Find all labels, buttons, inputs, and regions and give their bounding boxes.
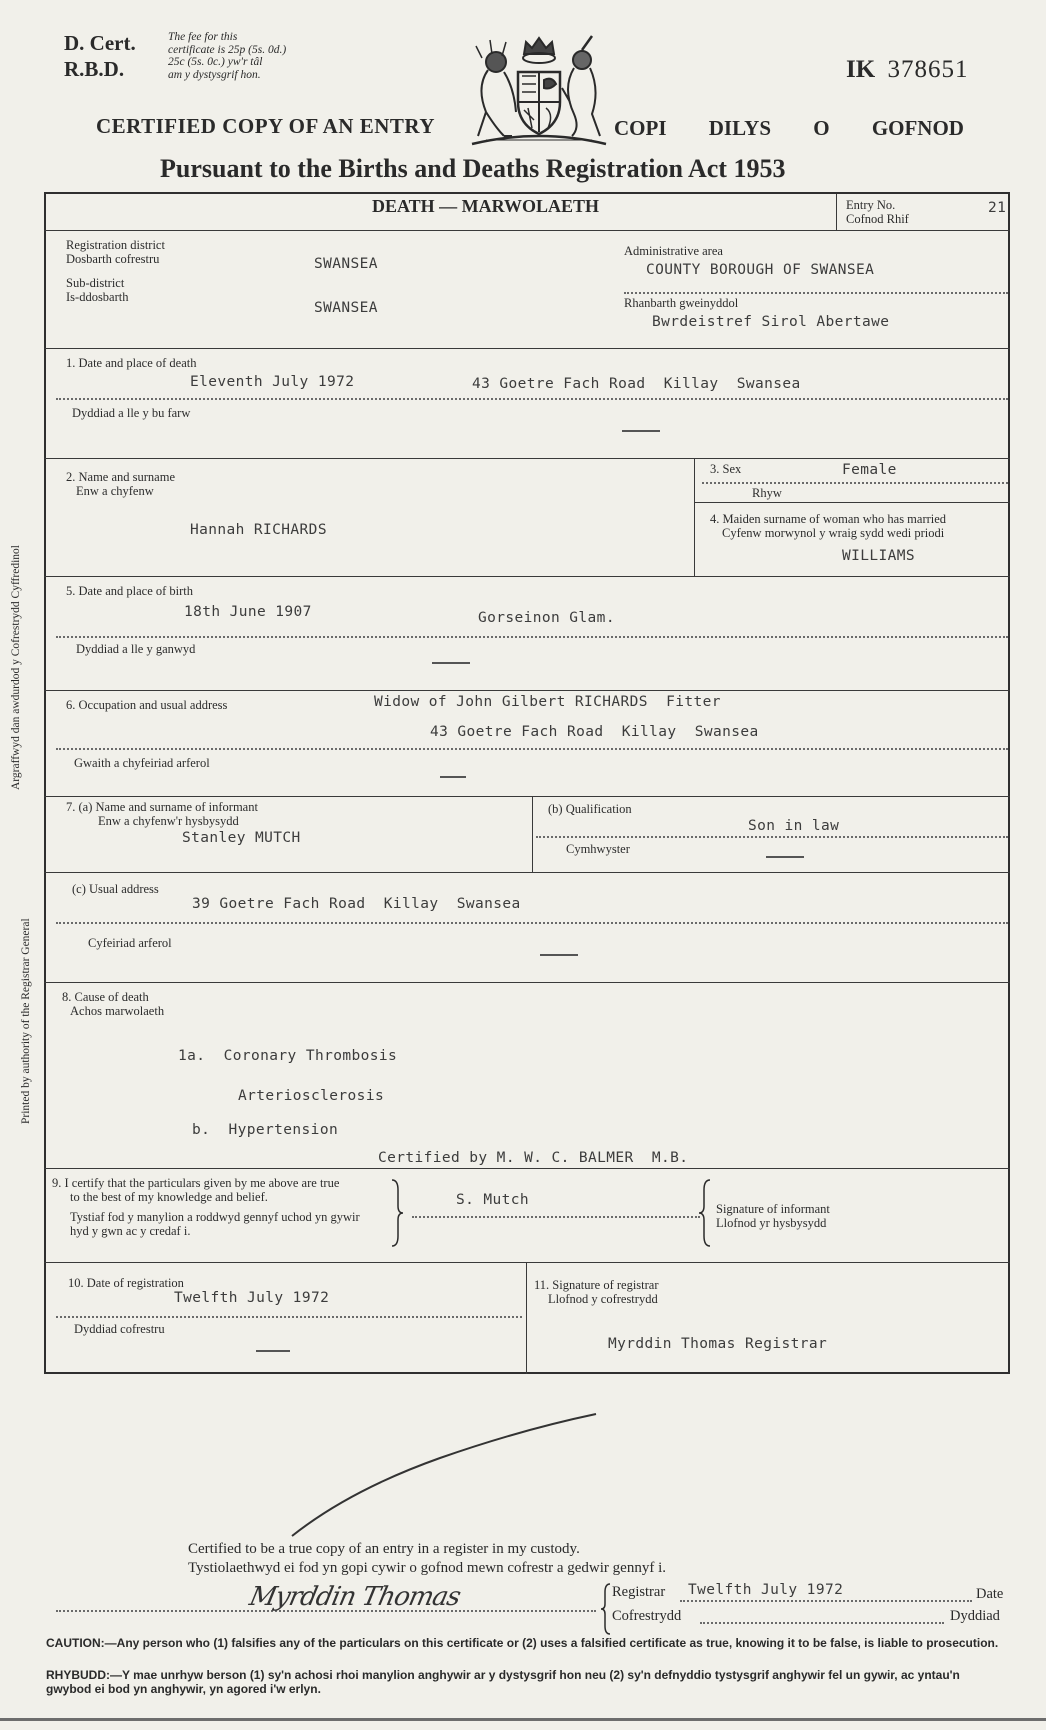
margin-printed-by: Printed by authority of the Registrar General — [20, 918, 32, 1124]
registration-district-value: SWANSEA — [314, 256, 378, 272]
declaration-line: hyd y gwn ac y credaf i. — [70, 1224, 191, 1238]
rule — [44, 1262, 1010, 1263]
informant-address-label: (c) Usual address — [72, 882, 159, 896]
rule — [44, 982, 1010, 983]
page-bottom-edge — [0, 1718, 1046, 1721]
dotted-rule — [536, 836, 1008, 838]
administrative-area-label-cy: Rhanbarth gweinyddol — [624, 296, 739, 310]
label-en: 2. Name and surname — [66, 470, 175, 484]
entry-no-label — [846, 198, 909, 226]
rule — [44, 872, 1010, 873]
rule — [44, 690, 1010, 691]
label-cy: Cyfenw morwynol y wraig sydd wedi priodi — [722, 526, 945, 540]
place-of-death-value: 43 Goetre Fach Road Killay Swansea — [472, 376, 801, 392]
label-en: 7. (a) Name and surname of informant — [66, 800, 258, 814]
label-cy: Is-ddosbarth — [66, 290, 129, 304]
fee-note — [168, 31, 286, 81]
dotted-rule — [56, 748, 1008, 750]
date-place-of-birth-label: 5. Date and place of birth — [66, 584, 194, 598]
date-place-of-birth-label-cy: Dyddiad a lle y ganwyd — [76, 642, 196, 656]
date-label: Date — [976, 1586, 1004, 1602]
qualification-value: Son in law — [748, 818, 840, 834]
sub-district-value: SWANSEA — [314, 300, 378, 316]
registration-district-label — [66, 238, 165, 266]
occupation-address-label-cy: Gwaith a chyfeiriad arferol — [74, 756, 210, 770]
fee-line: am y dystysgrif hon. — [168, 68, 261, 81]
title-english: CERTIFIED COPY OF AN ENTRY — [96, 114, 435, 138]
cause-line-1b: b. Hypertension — [192, 1122, 339, 1138]
rule — [44, 230, 1010, 231]
label-en: 11. Signature of registrar — [534, 1278, 659, 1292]
name-surname-label — [66, 470, 175, 498]
signature-of-informant-label — [716, 1202, 830, 1230]
blank-dash — [432, 662, 470, 664]
declaration-line: Tystiaf fod y manylion a roddwyd gennyf uchod yn gywir — [70, 1210, 360, 1224]
label-cy: Enw a chyfenw — [76, 484, 154, 498]
serial-digits: 378651 — [887, 56, 969, 83]
right-brace-icon — [698, 1178, 712, 1248]
cause-certified-by: Certified by M. W. C. BALMER M.B. — [378, 1150, 689, 1166]
date-place-of-death-label: 1. Date and place of death — [66, 356, 197, 370]
dotted-rule — [412, 1216, 700, 1218]
serial-prefix: IK — [846, 56, 876, 83]
rhybudd-text: RHYBUDD:—Y mae unrhyw berson (1) sy'n achosi rhoi manylion anghywir ar y dystysgrif hon neu (2) sy'n defnyddio tystysgrif anghywir fel un gywir, ac yntau'n gwybod ei bod yn anghywir, yn agored i'w erlyn. — [46, 1668, 960, 1696]
caution-text: CAUTION:—Any person who (1) falsifies any of the particulars on this certificate or (2) uses a falsified certificate as true, knowing it to be false, is liable to prosecution. — [46, 1636, 999, 1650]
column-divider — [694, 458, 695, 576]
qualification-label: (b) Qualification — [548, 802, 632, 816]
label-cy: Enw a chyfenw'r hysbysydd — [98, 814, 239, 828]
cancellation-stroke — [290, 1410, 600, 1540]
left-brace-icon — [600, 1582, 612, 1636]
title-welsh-word: COPI — [614, 116, 667, 140]
occupation-value: Widow of John Gilbert RICHARDS Fitter — [374, 694, 721, 710]
superintendent-signature — [247, 1582, 463, 1612]
date-of-registration-value: Twelfth July 1972 — [174, 1290, 330, 1306]
label-en: Sub-district — [66, 276, 125, 290]
date-of-registration-label-cy: Dyddiad cofrestru — [74, 1322, 165, 1336]
entry-divider — [836, 194, 837, 230]
informant-name-label — [66, 800, 258, 828]
cofrestrydd-label: Cofrestrydd — [612, 1608, 682, 1624]
maiden-surname-value: WILLIAMS — [842, 548, 916, 564]
signature-text: Myrddin Thomas — [246, 1582, 463, 1612]
administrative-area-value: COUNTY BOROUGH OF SWANSEA — [646, 262, 875, 278]
fee-line: 25c (5s. 0c.) yw'r tâl — [168, 56, 263, 68]
entry-no-label-cy: Cofnod Rhif — [846, 212, 909, 226]
sex-label-cy: Rhyw — [752, 486, 782, 500]
usual-address-value: 43 Goetre Fach Road Killay Swansea — [430, 724, 759, 740]
registrar-label: Registrar — [612, 1584, 666, 1600]
informant-name-value: Stanley MUTCH — [182, 830, 301, 846]
margin-welsh-printed-by: Argraffwyd dan awdurdod y Cofrestrydd Cyffredinol — [10, 545, 22, 790]
rule — [44, 348, 1010, 349]
left-brace-icon — [390, 1178, 404, 1248]
label-en: Signature of informant — [716, 1202, 830, 1216]
dotted-rule — [702, 482, 1008, 484]
blank-dash — [256, 1350, 290, 1352]
label-en: 4. Maiden surname of woman who has married — [710, 512, 947, 526]
column-divider — [532, 796, 533, 872]
rule — [44, 576, 1010, 577]
label-en: 8. Cause of death — [62, 990, 149, 1004]
title-welsh-word: GOFNOD — [871, 116, 964, 140]
dotted-rule — [56, 636, 1008, 638]
name-surname-value: Hannah RICHARDS — [190, 522, 327, 538]
date-of-registration-label: 10. Date of registration — [68, 1276, 184, 1290]
blank-dash — [622, 430, 660, 432]
date-of-death-value: Eleventh July 1972 — [190, 374, 355, 390]
entry-no-label-en: Entry No. — [846, 198, 896, 212]
certified-en: Certified to be a true copy of an entry in a register in my custody. — [188, 1541, 580, 1557]
fee-line: The fee for this — [168, 31, 238, 43]
sub-district-label — [66, 276, 129, 304]
label-cy: Achos marwolaeth — [70, 1004, 165, 1018]
certified-statement — [188, 1540, 666, 1578]
rule — [694, 502, 1010, 503]
administrative-area-label: Administrative area — [624, 244, 723, 258]
title-welsh — [614, 116, 964, 141]
registrar-signature-label — [534, 1278, 659, 1306]
declaration-line: 9. I certify that the particulars given by me above are true — [52, 1176, 340, 1190]
rbd-label: R.B.D. — [64, 57, 125, 81]
date-of-birth-value: 18th June 1907 — [184, 604, 312, 620]
cause-line-arteriosclerosis: Arteriosclerosis — [238, 1088, 385, 1104]
place-of-birth-value: Gorseinon Glam. — [478, 610, 615, 626]
rule — [44, 796, 1010, 797]
label-cy: Llofnod y cofrestrydd — [548, 1292, 658, 1306]
dotted-rule — [56, 1316, 522, 1318]
dotted-rule — [680, 1600, 972, 1602]
cause-line-1a: 1a. Coronary Thrombosis — [178, 1048, 398, 1064]
serial-number — [846, 56, 968, 84]
blank-dash — [440, 776, 466, 778]
label-cy: Dosbarth cofrestru — [66, 252, 160, 266]
dotted-rule — [700, 1622, 944, 1624]
act-title: Pursuant to the Births and Deaths Registration Act 1953 — [160, 154, 786, 183]
informant-address-value: 39 Goetre Fach Road Killay Swansea — [192, 896, 521, 912]
cause-of-death-label — [62, 990, 164, 1018]
informant-declaration — [52, 1176, 360, 1238]
informant-address-label-cy: Cyfeiriad arferol — [88, 936, 172, 950]
date-place-of-death-label-cy: Dyddiad a lle y bu farw — [72, 406, 191, 420]
declaration-line: to the best of my knowledge and belief. — [70, 1190, 268, 1204]
dyddiad-label: Dyddiad — [950, 1608, 1000, 1624]
footer-date-value: Twelfth July 1972 — [688, 1582, 844, 1598]
blank-dash — [540, 954, 578, 956]
document-code — [64, 30, 136, 82]
certified-cy: Tystiolaethwyd ei fod yn gopi cywir o gofnod mewn cofrestr a gedwir gennyf i. — [188, 1560, 667, 1576]
entry-no-value: 21 — [988, 200, 1007, 216]
registrar-signature-value: Myrddin Thomas Registrar — [608, 1336, 828, 1352]
column-divider — [526, 1262, 527, 1374]
title-welsh-word: O — [813, 116, 830, 140]
occupation-address-label: 6. Occupation and usual address — [66, 698, 228, 712]
administrative-area-value-cy: Bwrdeistref Sirol Abertawe — [652, 314, 890, 330]
fee-line: certificate is 25p (5s. 0d.) — [168, 43, 287, 56]
sex-value: Female — [842, 462, 897, 478]
dotted-rule — [56, 922, 1008, 924]
dotted-rule — [56, 398, 1008, 400]
maiden-surname-label — [710, 512, 946, 540]
label-cy: Llofnod yr hysbysydd — [716, 1216, 827, 1230]
dcert-label: D. Cert. — [64, 31, 136, 55]
sex-label: 3. Sex — [710, 462, 742, 476]
informant-signature-value: S. Mutch — [456, 1192, 530, 1208]
rule — [44, 458, 1010, 459]
royal-coat-of-arms-icon — [466, 32, 612, 152]
blank-dash — [766, 856, 804, 858]
qualification-label-cy: Cymhwyster — [566, 842, 630, 856]
dotted-rule — [624, 292, 1008, 294]
form-heading: DEATH — MARWOLAETH — [372, 196, 600, 216]
title-welsh-word: DILYS — [708, 116, 771, 140]
label-en: Registration district — [66, 238, 165, 252]
rule — [44, 1168, 1010, 1169]
